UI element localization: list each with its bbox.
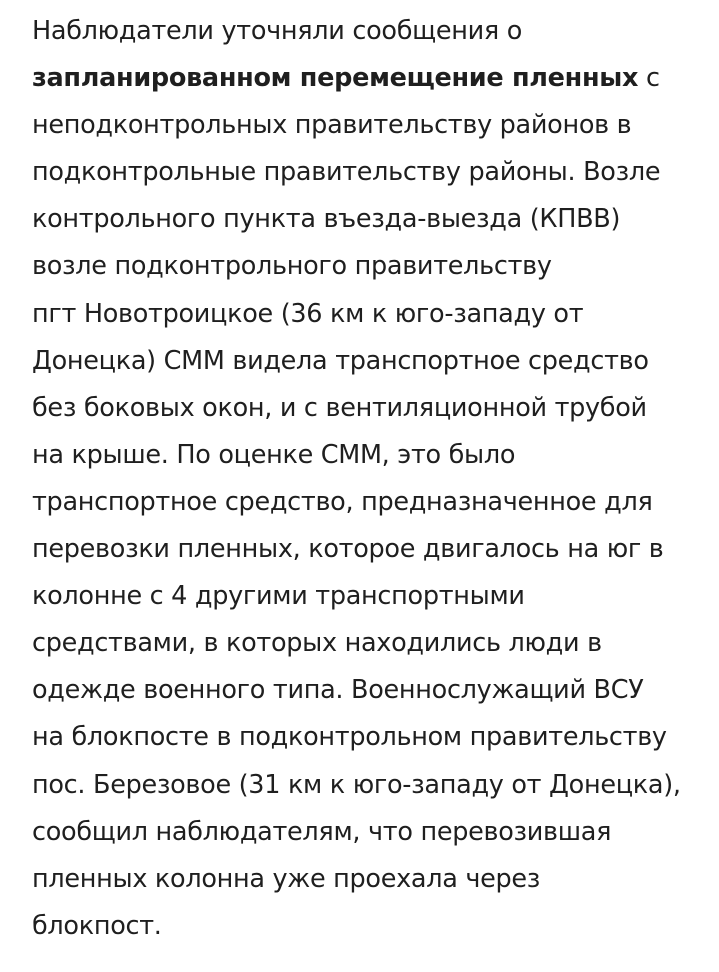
text-segment: без боковых окон, и с вентиляционной трубой	[32, 392, 647, 423]
text-segment: на крыше. По оценке СММ, это было	[32, 439, 516, 470]
text-line	[32, 479, 712, 526]
text-line	[32, 573, 712, 620]
text-segment: Наблюдатели уточняли сообщения о	[32, 16, 523, 46]
text-segment: пгт Новотроицкое (36 км к юго-западу от	[32, 298, 584, 329]
text-segment: одежде военного типа. Военнослужащий ВСУ	[32, 675, 644, 706]
text-line	[32, 196, 712, 243]
text-line	[32, 8, 712, 55]
article-paragraph	[32, 8, 712, 950]
text-line	[32, 762, 712, 809]
text-line	[32, 526, 712, 573]
text-segment: Донецка) СММ видела транспортное средство	[32, 345, 649, 376]
text-segment: транспортное средство, предназначенное для	[32, 486, 653, 517]
text-segment: перевозки пленных, которое двигалось на юг в	[32, 534, 664, 565]
text-segment: с	[638, 63, 660, 94]
text-line	[32, 903, 712, 950]
text-line	[32, 620, 712, 667]
text-segment: на блокпосте в подконтрольном правительству	[32, 722, 667, 753]
text-line	[32, 809, 712, 856]
text-segment: пос. Березовое (31 км к юго-западу от Донецка),	[32, 769, 681, 800]
text-segment: контрольного пункта въезда-выезда (КПВВ)	[32, 204, 621, 235]
text-line	[32, 291, 712, 338]
text-segment: неподконтрольных правительству районов в	[32, 110, 632, 141]
text-segment: средствами, в которых находились люди в	[32, 628, 602, 659]
text-line	[32, 385, 712, 432]
text-line	[32, 102, 712, 149]
text-line	[32, 667, 712, 714]
text-segment: подконтрольные правительству районы. Возле	[32, 157, 661, 188]
text-line	[32, 856, 712, 903]
text-line	[32, 338, 712, 385]
text-segment: колонне с 4 другими транспортными	[32, 581, 525, 612]
text-segment: сообщил наблюдателям, что перевозившая	[32, 816, 612, 847]
text-segment: пленных колонна уже проехала через	[32, 863, 541, 894]
text-segment: блокпост.	[32, 910, 162, 941]
text-line	[32, 55, 712, 102]
bold-text-segment: запланированном перемещение пленных	[32, 63, 639, 94]
text-line	[32, 432, 712, 479]
text-line	[32, 149, 712, 196]
text-line	[32, 243, 712, 290]
text-segment: возле подконтрольного правительству	[32, 251, 552, 282]
text-line	[32, 714, 712, 761]
